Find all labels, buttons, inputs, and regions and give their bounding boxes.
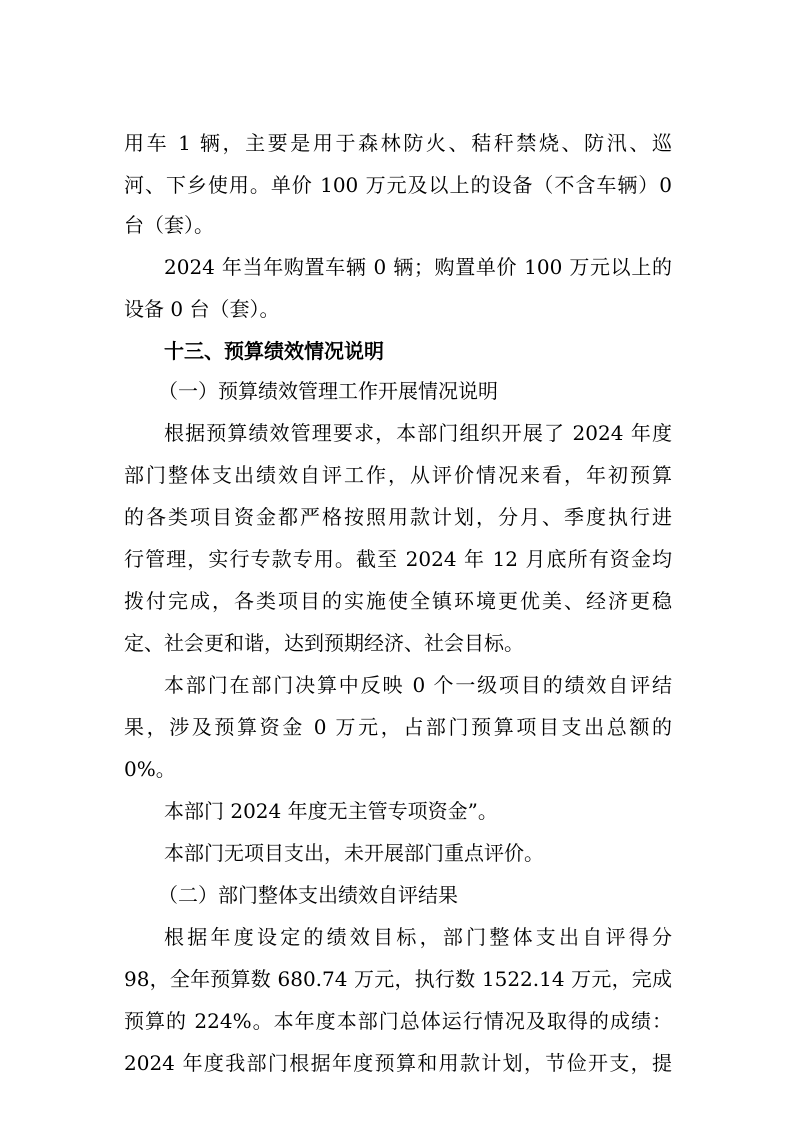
body-text-line: 预算的 224%。本年度本部门总体运行情况及取得的成绩： [124,1009,672,1033]
body-text-line: 河、下乡使用。单价 100 万元及以上的设备（不含车辆）0 [124,173,672,197]
section-heading: 十三、预算绩效情况说明 [164,339,384,363]
body-text-line: 本部门无项目支出，未开展部门重点评价。 [164,841,544,865]
body-text-line: 果，涉及预算资金 0 万元，占部门预算项目支出总额的 [124,715,672,739]
subsection-heading: （一）预算绩效管理工作开展情况说明 [158,379,498,403]
body-text-line: 本部门在部门决算中反映 0 个一级项目的绩效自评结 [164,673,672,697]
body-text-line: 根据预算绩效管理要求，本部门组织开展了 2024 年度 [164,421,672,445]
body-text-line: 2024 年度我部门根据年度预算和用款计划，节俭开支，提 [124,1051,672,1075]
body-text-line: 定、社会更和谐，达到预期经济、社会目标。 [124,631,524,655]
body-text-line: 行管理，实行专款专用。截至 2024 年 12 月底所有资金均 [124,547,672,571]
body-text-line: 根据年度设定的绩效目标，部门整体支出自评得分 [164,925,672,949]
body-text-line: 用车 1 辆，主要是用于森林防火、秸秆禁烧、防汛、巡 [124,131,672,155]
body-text-line: 98，全年预算数 680.74 万元，执行数 1522.14 万元，完成 [124,967,672,991]
body-text-line: 部门整体支出绩效自评工作，从评价情况来看，年初预算 [124,463,672,487]
body-text-line: 0%。 [124,757,176,781]
body-text-line: 设备 0 台（套）。 [124,297,280,321]
body-text-line: 台（套）。 [124,213,214,237]
subsection-heading: （二）部门整体支出绩效自评结果 [158,883,458,907]
body-text-line: 拨付完成，各类项目的实施使全镇环境更优美、经济更稳 [124,589,672,613]
body-text-line: 本部门 2024 年度无主管专项资金”。 [164,799,498,823]
body-text-line: 2024 年当年购置车辆 0 辆；购置单价 100 万元以上的 [164,255,672,279]
body-text-line: 的各类项目资金都严格按照用款计划，分月、季度执行进 [124,505,672,529]
